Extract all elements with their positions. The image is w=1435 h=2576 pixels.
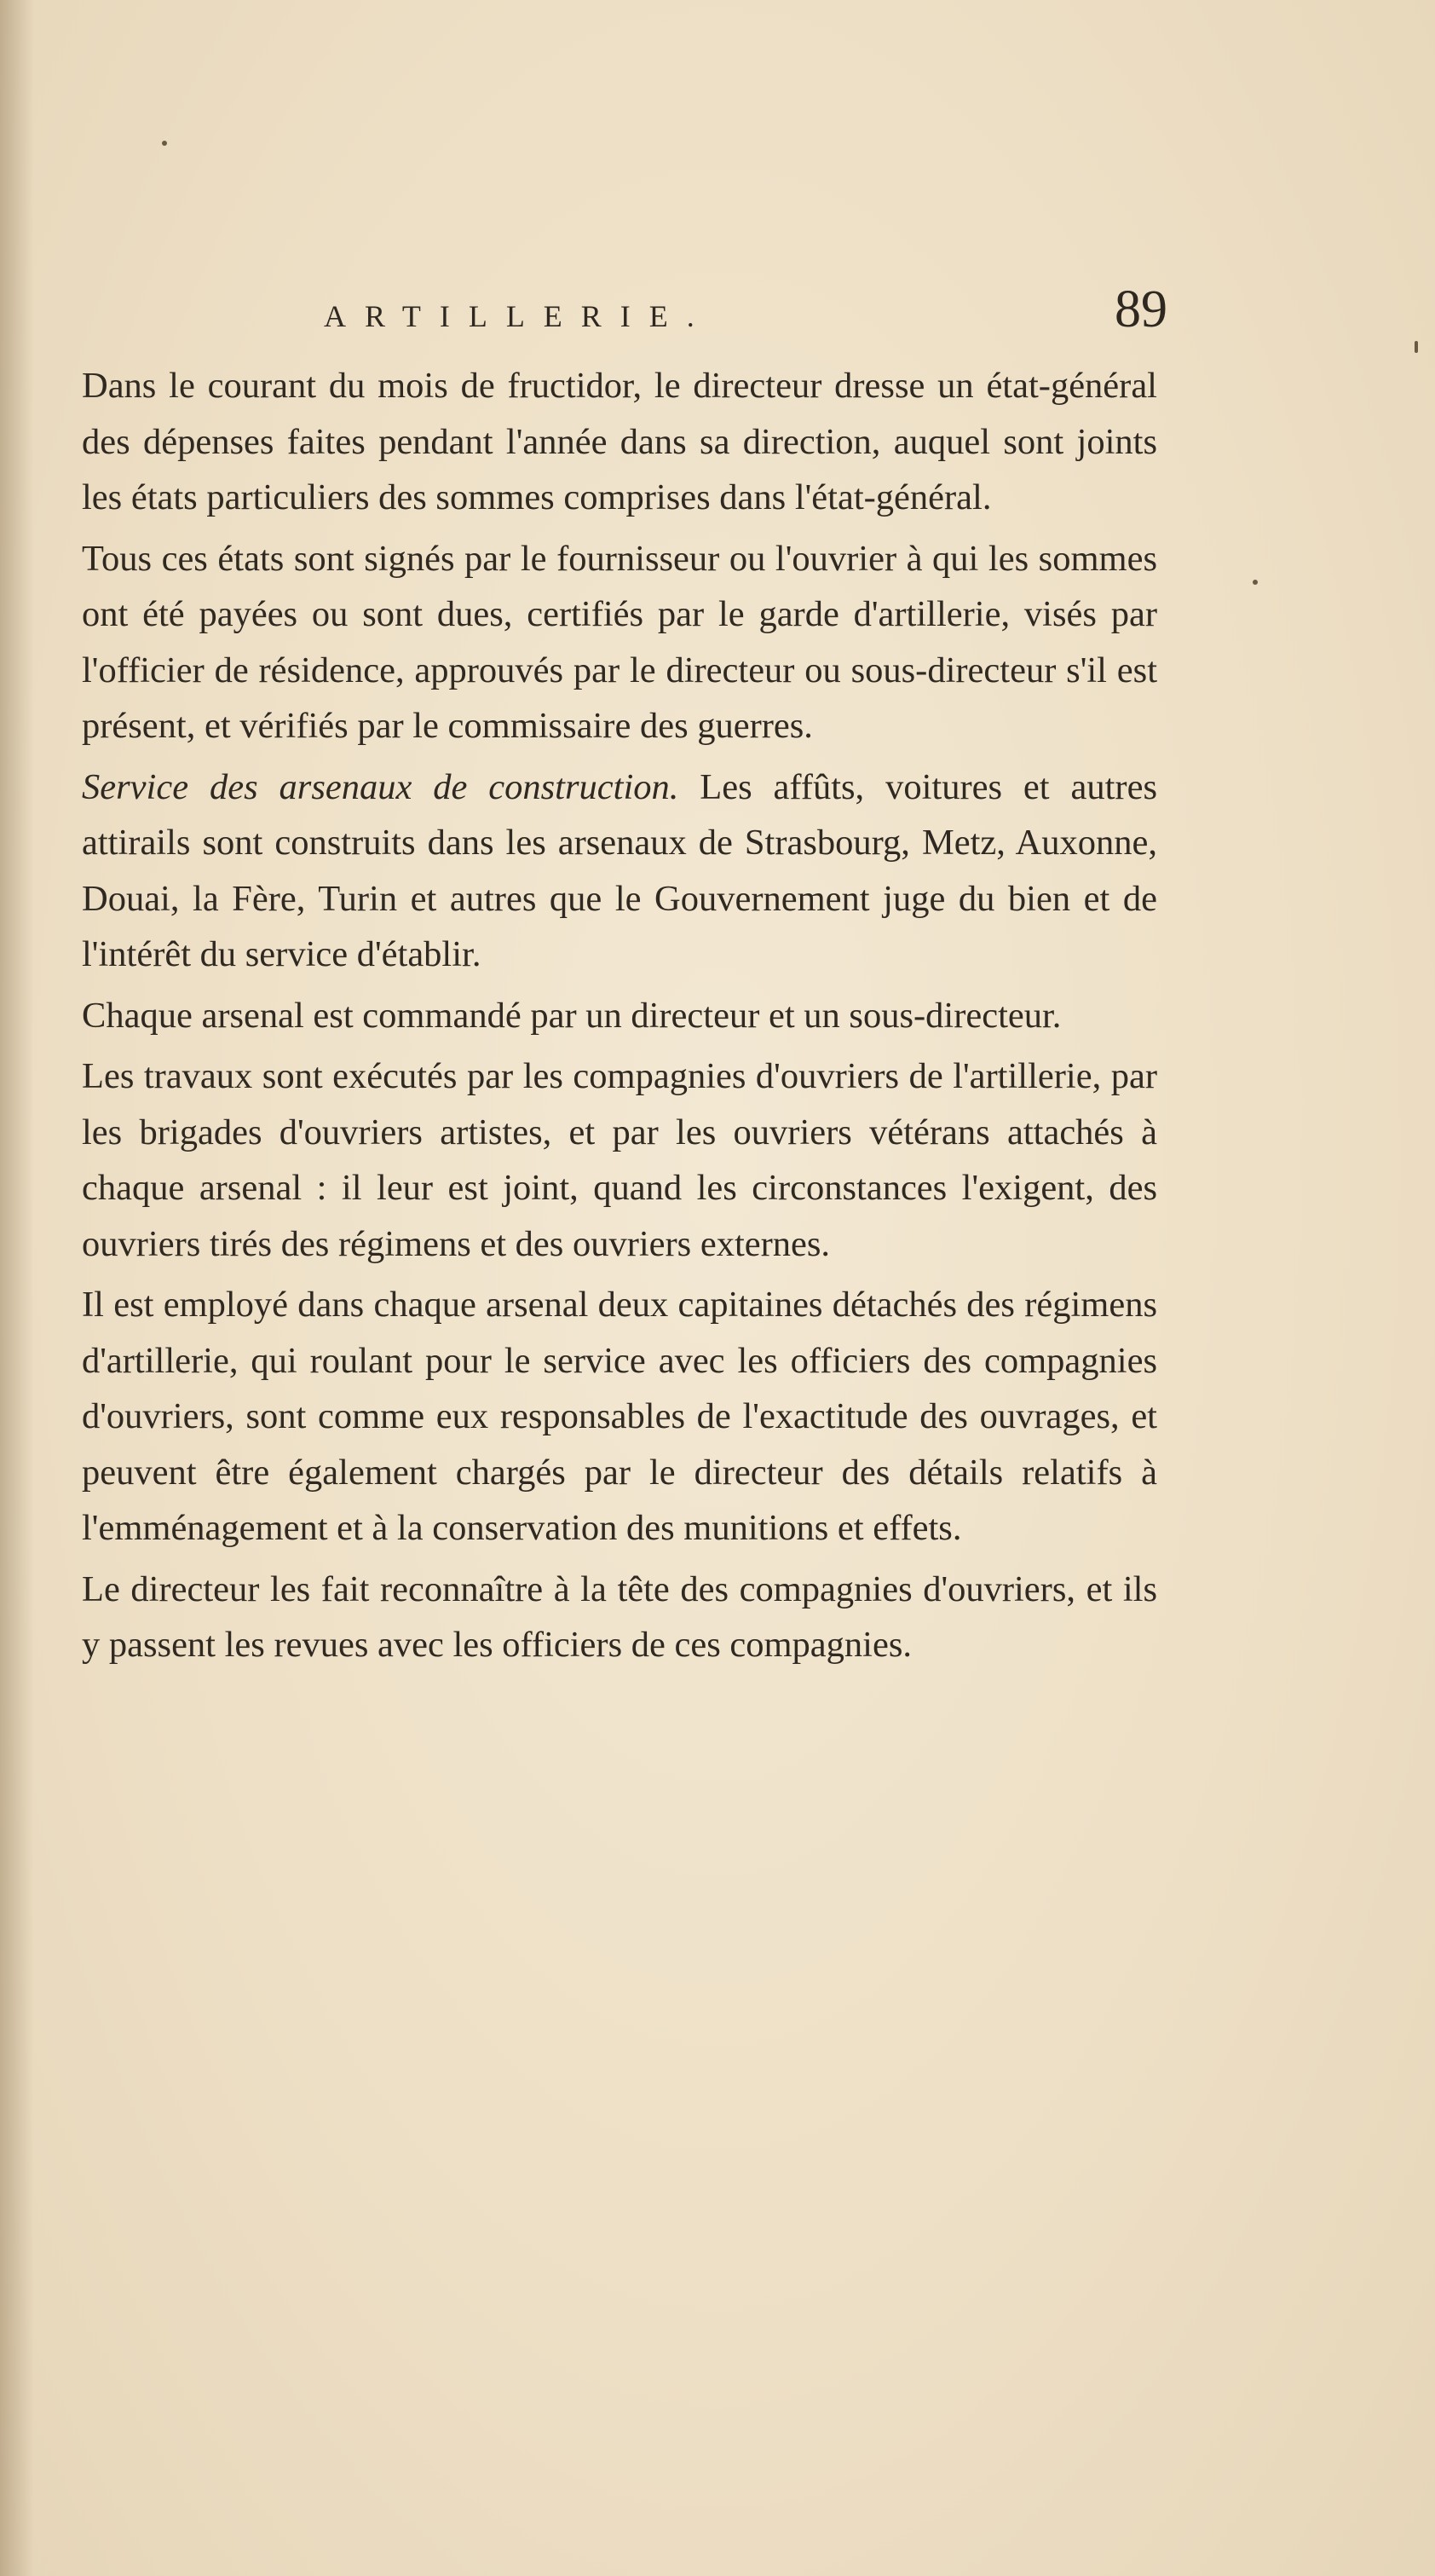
page-number: 89	[1115, 280, 1167, 338]
paragraph: Dans le courant du mois de fructidor, le directeur dresse un état-général des dépenses faites pendant l'année dans sa direction, auquel sont joints les états particuliers des sommes comprises dans l'état-général.	[82, 366, 1157, 517]
spine-shadow	[0, 0, 34, 2576]
section-heading-italic: Service des arsenaux de construction.	[82, 766, 679, 807]
page-header	[324, 280, 1167, 348]
paragraph: Chaque arsenal est commandé par un directeur et un sous-directeur.	[82, 995, 1062, 1036]
paragraph: Tous ces états sont signés par le fournisseur ou l'ouvrier à qui les sommes ont été payées ou sont dues, certifiés par le garde d'artillerie, visés par l'officier de résidence, approuvés par le directeur ou sous-directeur s'il est présent, et vérifiés par le commissaire des guerres.	[82, 538, 1157, 746]
paper-speck	[1253, 580, 1258, 585]
paragraph: Il est employé dans chaque arsenal deux capitaines détachés des régimens d'artillerie, qui roulant pour le service avec les officiers des compagnies d'ouvriers, sont comme eux responsables de l'exactitude des ouvrages, et peuvent être également chargés par le directeur des détails relatifs à l'emménagement et à la conservation des munitions et effets.	[82, 1285, 1157, 1548]
paragraph: Service des arsenaux de construction. Les affûts, voitures et autres attirails sont construits dans les arsenaux de Strasbourg, Metz, Auxonne, Douai, la Fère, Turin et autres que le Gouvernement juge du bien et de l'intérêt du service d'établir.	[82, 766, 1157, 974]
paragraph: Les travaux sont exécutés par les compagnies d'ouvriers de l'artillerie, par les brigades d'ouvriers artistes, et par les ouvriers vétérans attachés à chaque arsenal : il leur est joint, quand les circonstances l'exigent, des ouvriers tirés des régimens et des ouvriers externes.	[82, 1056, 1157, 1264]
paragraph: Le directeur les fait reconnaître à la tête des compagnies d'ouvriers, et ils y passent les revues avec les officiers de ces compagnies.	[82, 1568, 1157, 1665]
body-text	[82, 358, 1157, 1678]
running-title: ARTILLERIE.	[324, 299, 713, 333]
paper-speck	[1415, 341, 1418, 353]
paper-speck	[162, 141, 167, 146]
